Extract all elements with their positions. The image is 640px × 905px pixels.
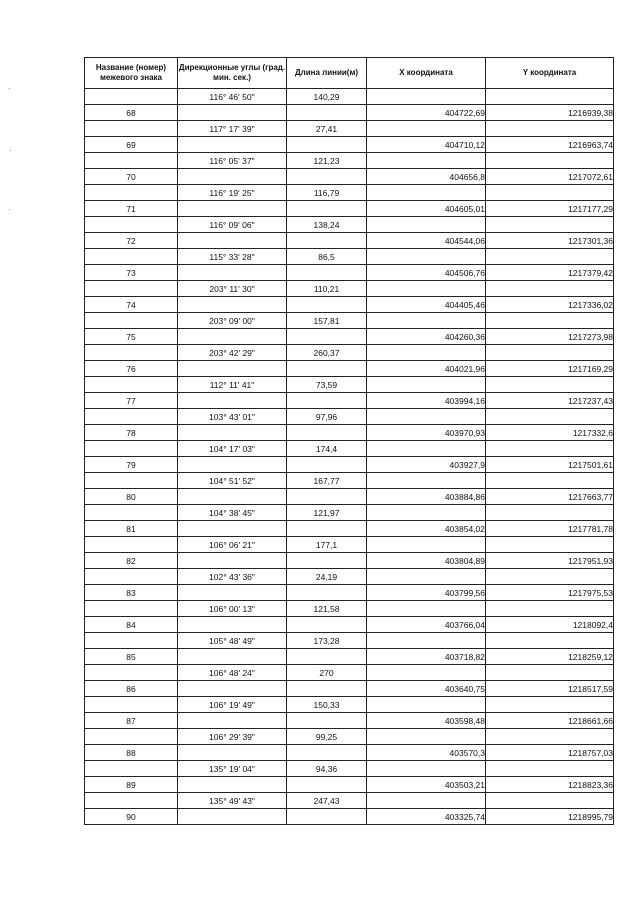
point-name-cell: 71 xyxy=(85,201,178,217)
length-cell: 150,33 xyxy=(287,697,367,713)
table-row-segment xyxy=(85,89,614,105)
point-name-cell xyxy=(85,121,178,137)
angle-cell xyxy=(178,361,287,377)
header-length: Длина линии(м) xyxy=(287,58,367,89)
angle-cell: 203° 11' 30" xyxy=(178,281,287,297)
y-coordinate-cell xyxy=(486,569,614,585)
table-row-point xyxy=(85,137,614,153)
length-cell: 24,19 xyxy=(287,569,367,585)
point-name-cell: 74 xyxy=(85,297,178,313)
table-row-point xyxy=(85,649,614,665)
length-cell: 173,28 xyxy=(287,633,367,649)
length-cell xyxy=(287,233,367,249)
table-row-segment xyxy=(85,441,614,457)
table-body xyxy=(85,89,614,825)
y-coordinate-cell xyxy=(486,505,614,521)
length-cell: 121,23 xyxy=(287,153,367,169)
y-coordinate-cell xyxy=(486,249,614,265)
point-name-cell xyxy=(85,377,178,393)
angle-cell: 116° 46' 50" xyxy=(178,89,287,105)
x-coordinate-cell xyxy=(367,377,486,393)
point-name-cell: 68 xyxy=(85,105,178,121)
length-cell xyxy=(287,585,367,601)
point-name-cell xyxy=(85,153,178,169)
point-name-cell xyxy=(85,313,178,329)
header-name: Название (номер) межевого знака xyxy=(85,58,178,89)
angle-cell: 104° 38' 45" xyxy=(178,505,287,521)
table-row-segment xyxy=(85,345,614,361)
x-coordinate-cell: 404506,76 xyxy=(367,265,486,281)
y-coordinate-cell: 1218517,59 xyxy=(486,681,614,697)
y-coordinate-cell xyxy=(486,217,614,233)
point-name-cell xyxy=(85,569,178,585)
angle-cell xyxy=(178,649,287,665)
x-coordinate-cell: 403598,48 xyxy=(367,713,486,729)
length-cell: 121,58 xyxy=(287,601,367,617)
point-name-cell: 73 xyxy=(85,265,178,281)
y-coordinate-cell xyxy=(486,121,614,137)
angle-cell: 106° 06' 21" xyxy=(178,537,287,553)
y-coordinate-cell xyxy=(486,89,614,105)
x-coordinate-cell xyxy=(367,601,486,617)
x-coordinate-cell xyxy=(367,313,486,329)
y-coordinate-cell: 1218661,66 xyxy=(486,713,614,729)
point-name-cell: 79 xyxy=(85,457,178,473)
angle-cell xyxy=(178,713,287,729)
angle-cell xyxy=(178,425,287,441)
length-cell: 97,96 xyxy=(287,409,367,425)
angle-cell xyxy=(178,521,287,537)
x-coordinate-cell: 403503,21 xyxy=(367,777,486,793)
x-coordinate-cell xyxy=(367,505,486,521)
table-row-point xyxy=(85,713,614,729)
length-cell: 94,36 xyxy=(287,761,367,777)
y-coordinate-cell: 1218259,12 xyxy=(486,649,614,665)
point-name-cell xyxy=(85,441,178,457)
y-coordinate-cell xyxy=(486,185,614,201)
length-cell xyxy=(287,265,367,281)
point-name-cell: 69 xyxy=(85,137,178,153)
length-cell xyxy=(287,393,367,409)
angle-cell: 106° 29' 39" xyxy=(178,729,287,745)
table-row-segment xyxy=(85,537,614,553)
y-coordinate-cell xyxy=(486,441,614,457)
table-row-point xyxy=(85,329,614,345)
table-row-point xyxy=(85,105,614,121)
table-row-point xyxy=(85,169,614,185)
table-row-segment xyxy=(85,505,614,521)
y-coordinate-cell: 1217177,29 xyxy=(486,201,614,217)
angle-cell: 115° 33' 28" xyxy=(178,249,287,265)
y-coordinate-cell: 1217072,61 xyxy=(486,169,614,185)
length-cell xyxy=(287,425,367,441)
point-name-cell xyxy=(85,409,178,425)
length-cell xyxy=(287,745,367,761)
header-angle: Дирекционные углы (град. мин. сек.) xyxy=(178,58,287,89)
y-coordinate-cell xyxy=(486,633,614,649)
angle-cell xyxy=(178,265,287,281)
y-coordinate-cell xyxy=(486,153,614,169)
x-coordinate-cell: 404710,12 xyxy=(367,137,486,153)
y-coordinate-cell: 1218092,4 xyxy=(486,617,614,633)
x-coordinate-cell xyxy=(367,793,486,809)
length-cell: 177,1 xyxy=(287,537,367,553)
point-name-cell: 83 xyxy=(85,585,178,601)
length-cell xyxy=(287,713,367,729)
point-name-cell xyxy=(85,185,178,201)
y-coordinate-cell: 1217501,61 xyxy=(486,457,614,473)
table-header-row xyxy=(85,58,614,89)
length-cell xyxy=(287,553,367,569)
point-name-cell: 84 xyxy=(85,617,178,633)
x-coordinate-cell xyxy=(367,537,486,553)
table-row-segment xyxy=(85,153,614,169)
length-cell xyxy=(287,777,367,793)
table-row-segment xyxy=(85,473,614,489)
point-name-cell xyxy=(85,281,178,297)
y-coordinate-cell: 1217237,43 xyxy=(486,393,614,409)
length-cell: 138,24 xyxy=(287,217,367,233)
length-cell xyxy=(287,329,367,345)
table-row-segment xyxy=(85,217,614,233)
point-name-cell xyxy=(85,537,178,553)
angle-cell: 106° 48' 24" xyxy=(178,665,287,681)
y-coordinate-cell: 1216939,38 xyxy=(486,105,614,121)
angle-cell: 106° 00' 13" xyxy=(178,601,287,617)
table-row-point xyxy=(85,585,614,601)
point-name-cell xyxy=(85,473,178,489)
table-row-point xyxy=(85,393,614,409)
length-cell: 121,97 xyxy=(287,505,367,521)
x-coordinate-cell: 404260,36 xyxy=(367,329,486,345)
y-coordinate-cell: 1217975,53 xyxy=(486,585,614,601)
angle-cell: 116° 09' 06" xyxy=(178,217,287,233)
table-row-point xyxy=(85,809,614,825)
length-cell xyxy=(287,457,367,473)
x-coordinate-cell xyxy=(367,249,486,265)
table-row-point xyxy=(85,617,614,633)
length-cell xyxy=(287,617,367,633)
angle-cell xyxy=(178,169,287,185)
x-coordinate-cell: 404605,01 xyxy=(367,201,486,217)
y-coordinate-cell: 1217663,77 xyxy=(486,489,614,505)
x-coordinate-cell xyxy=(367,89,486,105)
angle-cell xyxy=(178,489,287,505)
point-name-cell xyxy=(85,601,178,617)
point-name-cell: 85 xyxy=(85,649,178,665)
point-name-cell xyxy=(85,697,178,713)
angle-cell: 135° 49' 43" xyxy=(178,793,287,809)
length-cell xyxy=(287,809,367,825)
length-cell xyxy=(287,361,367,377)
x-coordinate-cell xyxy=(367,697,486,713)
table-row-segment xyxy=(85,313,614,329)
y-coordinate-cell: 1218823,36 xyxy=(486,777,614,793)
x-coordinate-cell: 404021,96 xyxy=(367,361,486,377)
x-coordinate-cell: 403854,02 xyxy=(367,521,486,537)
length-cell xyxy=(287,137,367,153)
point-name-cell: 90 xyxy=(85,809,178,825)
point-name-cell: 78 xyxy=(85,425,178,441)
point-name-cell xyxy=(85,249,178,265)
length-cell xyxy=(287,201,367,217)
x-coordinate-cell: 404405,46 xyxy=(367,297,486,313)
length-cell xyxy=(287,681,367,697)
point-name-cell xyxy=(85,217,178,233)
angle-cell: 203° 09' 00" xyxy=(178,313,287,329)
y-coordinate-cell: 1217379,42 xyxy=(486,265,614,281)
point-name-cell: 80 xyxy=(85,489,178,505)
header-y: Y координата xyxy=(486,58,614,89)
point-name-cell xyxy=(85,633,178,649)
angle-cell xyxy=(178,297,287,313)
x-coordinate-cell: 404656,8 xyxy=(367,169,486,185)
table-row-segment xyxy=(85,377,614,393)
length-cell xyxy=(287,489,367,505)
length-cell: 270 xyxy=(287,665,367,681)
point-name-cell xyxy=(85,89,178,105)
x-coordinate-cell xyxy=(367,441,486,457)
angle-cell xyxy=(178,585,287,601)
table-row-point xyxy=(85,457,614,473)
length-cell xyxy=(287,521,367,537)
y-coordinate-cell: 1216963,74 xyxy=(486,137,614,153)
x-coordinate-cell xyxy=(367,185,486,201)
x-coordinate-cell: 403994,16 xyxy=(367,393,486,409)
table-row-segment xyxy=(85,569,614,585)
x-coordinate-cell: 404544,06 xyxy=(367,233,486,249)
y-coordinate-cell: 1217336,02 xyxy=(486,297,614,313)
point-name-cell xyxy=(85,793,178,809)
header-x: X координата xyxy=(367,58,486,89)
point-name-cell xyxy=(85,505,178,521)
y-coordinate-cell: 1218757,03 xyxy=(486,745,614,761)
angle-cell: 112° 11' 41" xyxy=(178,377,287,393)
table-row-segment xyxy=(85,185,614,201)
table-row-point xyxy=(85,361,614,377)
x-coordinate-cell: 403927,9 xyxy=(367,457,486,473)
table-row-point xyxy=(85,201,614,217)
point-name-cell: 72 xyxy=(85,233,178,249)
y-coordinate-cell: 1217951,93 xyxy=(486,553,614,569)
table-row-point xyxy=(85,553,614,569)
angle-cell xyxy=(178,777,287,793)
length-cell: 140,29 xyxy=(287,89,367,105)
table-row-point xyxy=(85,297,614,313)
point-name-cell xyxy=(85,665,178,681)
table-row-point xyxy=(85,489,614,505)
angle-cell xyxy=(178,201,287,217)
table-row-segment xyxy=(85,281,614,297)
x-coordinate-cell xyxy=(367,121,486,137)
y-coordinate-cell: 1217169,29 xyxy=(486,361,614,377)
length-cell: 110,21 xyxy=(287,281,367,297)
point-name-cell xyxy=(85,761,178,777)
angle-cell xyxy=(178,553,287,569)
angle-cell xyxy=(178,457,287,473)
point-name-cell xyxy=(85,345,178,361)
angle-cell: 116° 19' 25" xyxy=(178,185,287,201)
point-name-cell: 81 xyxy=(85,521,178,537)
margin-mark xyxy=(9,209,10,210)
table-row-segment xyxy=(85,121,614,137)
x-coordinate-cell: 403970,93 xyxy=(367,425,486,441)
y-coordinate-cell xyxy=(486,537,614,553)
table-row-segment xyxy=(85,601,614,617)
point-name-cell: 88 xyxy=(85,745,178,761)
point-name-cell xyxy=(85,729,178,745)
x-coordinate-cell xyxy=(367,665,486,681)
y-coordinate-cell xyxy=(486,409,614,425)
y-coordinate-cell xyxy=(486,729,614,745)
length-cell: 99,25 xyxy=(287,729,367,745)
table-row-segment xyxy=(85,665,614,681)
table-row-point xyxy=(85,777,614,793)
y-coordinate-cell xyxy=(486,601,614,617)
length-cell: 247,43 xyxy=(287,793,367,809)
x-coordinate-cell xyxy=(367,761,486,777)
angle-cell: 104° 51' 52" xyxy=(178,473,287,489)
angle-cell: 135° 19' 04" xyxy=(178,761,287,777)
x-coordinate-cell: 403325,74 xyxy=(367,809,486,825)
x-coordinate-cell: 404722,69 xyxy=(367,105,486,121)
angle-cell: 117° 17' 39" xyxy=(178,121,287,137)
length-cell: 167,77 xyxy=(287,473,367,489)
x-coordinate-cell: 403766,04 xyxy=(367,617,486,633)
boundary-coordinates-table xyxy=(84,57,614,825)
angle-cell: 105° 48' 49" xyxy=(178,633,287,649)
x-coordinate-cell xyxy=(367,633,486,649)
angle-cell xyxy=(178,681,287,697)
y-coordinate-cell xyxy=(486,793,614,809)
x-coordinate-cell: 403884,86 xyxy=(367,489,486,505)
angle-cell: 104° 17' 03" xyxy=(178,441,287,457)
x-coordinate-cell xyxy=(367,729,486,745)
angle-cell xyxy=(178,105,287,121)
angle-cell xyxy=(178,329,287,345)
angle-cell: 203° 42' 29" xyxy=(178,345,287,361)
point-name-cell: 86 xyxy=(85,681,178,697)
point-name-cell: 89 xyxy=(85,777,178,793)
length-cell: 260,37 xyxy=(287,345,367,361)
y-coordinate-cell xyxy=(486,665,614,681)
x-coordinate-cell xyxy=(367,345,486,361)
x-coordinate-cell: 403718,82 xyxy=(367,649,486,665)
length-cell: 73,59 xyxy=(287,377,367,393)
table-row-point xyxy=(85,521,614,537)
point-name-cell: 82 xyxy=(85,553,178,569)
length-cell xyxy=(287,105,367,121)
y-coordinate-cell: 1217781,78 xyxy=(486,521,614,537)
length-cell: 174,4 xyxy=(287,441,367,457)
length-cell xyxy=(287,169,367,185)
y-coordinate-cell xyxy=(486,345,614,361)
y-coordinate-cell: 1217332,6 xyxy=(486,425,614,441)
y-coordinate-cell xyxy=(486,281,614,297)
point-name-cell: 77 xyxy=(85,393,178,409)
x-coordinate-cell: 403799,56 xyxy=(367,585,486,601)
y-coordinate-cell: 1217301,36 xyxy=(486,233,614,249)
angle-cell: 103° 43' 01" xyxy=(178,409,287,425)
point-name-cell: 76 xyxy=(85,361,178,377)
x-coordinate-cell: 403804,89 xyxy=(367,553,486,569)
margin-mark xyxy=(9,88,10,89)
table-row-point xyxy=(85,425,614,441)
x-coordinate-cell: 403570,3 xyxy=(367,745,486,761)
table-row-point xyxy=(85,745,614,761)
table-row-point xyxy=(85,233,614,249)
table-row-segment xyxy=(85,793,614,809)
x-coordinate-cell xyxy=(367,409,486,425)
y-coordinate-cell xyxy=(486,313,614,329)
x-coordinate-cell xyxy=(367,473,486,489)
x-coordinate-cell xyxy=(367,281,486,297)
angle-cell xyxy=(178,745,287,761)
table-row-segment xyxy=(85,697,614,713)
angle-cell xyxy=(178,233,287,249)
table-row-segment xyxy=(85,633,614,649)
table-row-segment xyxy=(85,729,614,745)
point-name-cell: 70 xyxy=(85,169,178,185)
length-cell: 116,79 xyxy=(287,185,367,201)
table-row-segment xyxy=(85,761,614,777)
y-coordinate-cell xyxy=(486,697,614,713)
x-coordinate-cell xyxy=(367,153,486,169)
length-cell: 157,81 xyxy=(287,313,367,329)
point-name-cell: 75 xyxy=(85,329,178,345)
length-cell xyxy=(287,649,367,665)
x-coordinate-cell xyxy=(367,217,486,233)
angle-cell: 116° 05' 37" xyxy=(178,153,287,169)
length-cell xyxy=(287,297,367,313)
x-coordinate-cell xyxy=(367,569,486,585)
angle-cell: 102° 43' 36" xyxy=(178,569,287,585)
table-row-point xyxy=(85,265,614,281)
y-coordinate-cell xyxy=(486,761,614,777)
point-name-cell: 87 xyxy=(85,713,178,729)
length-cell: 86,5 xyxy=(287,249,367,265)
length-cell: 27,41 xyxy=(287,121,367,137)
y-coordinate-cell: 1218995,79 xyxy=(486,809,614,825)
y-coordinate-cell xyxy=(486,473,614,489)
margin-mark xyxy=(10,150,11,151)
y-coordinate-cell: 1217273,98 xyxy=(486,329,614,345)
angle-cell: 106° 19' 49" xyxy=(178,697,287,713)
table-row-segment xyxy=(85,409,614,425)
table-row-segment xyxy=(85,249,614,265)
table-row-point xyxy=(85,681,614,697)
angle-cell xyxy=(178,137,287,153)
x-coordinate-cell: 403640,75 xyxy=(367,681,486,697)
angle-cell xyxy=(178,809,287,825)
angle-cell xyxy=(178,393,287,409)
angle-cell xyxy=(178,617,287,633)
y-coordinate-cell xyxy=(486,377,614,393)
